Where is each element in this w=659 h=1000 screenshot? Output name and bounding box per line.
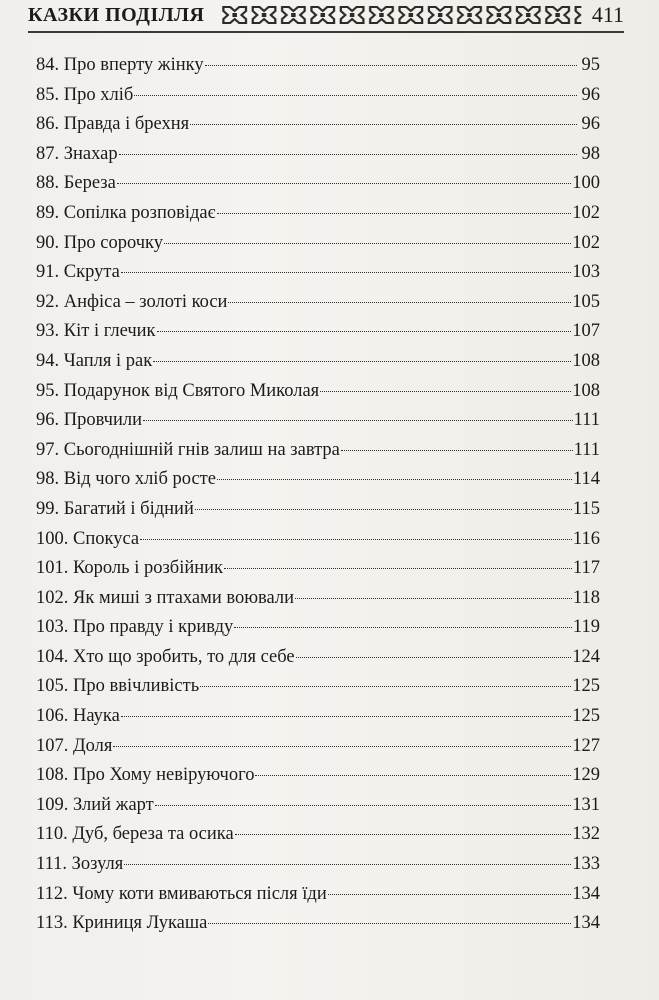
dot-leader: [164, 243, 571, 244]
toc-entry: [36, 110, 600, 140]
toc-entry-title: 108. Про Хому невіруючого: [36, 765, 255, 786]
toc-entry-page: 96: [581, 114, 600, 135]
dot-leader: [224, 568, 572, 569]
toc-entry: [36, 525, 600, 555]
toc-entry-page: 134: [572, 913, 600, 934]
toc-entry: [36, 732, 600, 762]
toc-entry-page: 117: [572, 558, 600, 579]
toc-entry: [36, 81, 600, 111]
toc-entry-page: 131: [572, 794, 600, 815]
toc-entry-title: 85. Про хліб: [36, 84, 134, 105]
toc-entry: [36, 613, 600, 643]
toc-entry: [36, 140, 600, 170]
toc-entry-page: 100: [572, 173, 600, 194]
dot-leader: [113, 746, 571, 747]
toc-entry-title: 86. Правда і брехня: [36, 114, 190, 135]
toc-entry-page: 95: [581, 55, 600, 75]
toc-entry: [36, 791, 600, 821]
toc-entry-title: 92. Анфіса – золоті коси: [36, 291, 228, 312]
toc-entry-page: 107: [572, 321, 600, 342]
book-title: КАЗКИ ПОДІЛЛЯ: [28, 3, 205, 26]
toc-entry: [36, 229, 600, 259]
toc-entry-title: 95. Подарунок від Святого Миколая: [36, 380, 320, 401]
dot-leader: [320, 391, 571, 392]
toc-entry-page: 111: [573, 410, 600, 431]
dot-leader: [190, 124, 577, 125]
toc-entry-page: 124: [572, 646, 600, 667]
toc-entry-title: 109. Злий жарт: [36, 794, 154, 815]
dot-leader: [200, 686, 571, 687]
dot-leader: [134, 95, 577, 96]
toc-entry-title: 107. Доля: [36, 735, 113, 756]
dot-leader: [119, 154, 577, 155]
toc-entry-title: 93. Кіт і глечик: [36, 321, 156, 342]
toc-entry-page: 118: [572, 587, 600, 608]
dot-leader: [121, 272, 571, 273]
toc-entry-page: 96: [581, 84, 600, 105]
toc-entry: [36, 288, 600, 318]
dot-leader: [235, 834, 572, 835]
toc-entry-title: 106. Наука: [36, 706, 120, 727]
toc-entry-title: 112. Чому коти вмиваються після їди: [36, 883, 327, 904]
toc-entry-page: 132: [572, 824, 600, 845]
toc-entry-title: 87. Знахар: [36, 143, 118, 164]
dot-leader: [208, 923, 571, 924]
running-header: [28, 0, 624, 30]
dot-leader: [228, 302, 571, 303]
toc-entry-page: 125: [572, 706, 600, 727]
toc-entry-page: 98: [581, 143, 600, 164]
dot-leader: [328, 894, 572, 895]
toc-entry: [36, 347, 600, 377]
toc-entry: [36, 672, 600, 702]
toc-entry: [36, 169, 600, 199]
toc-entry-title: 97. Сьогоднішній гнів залиш на завтра: [36, 439, 340, 460]
header-rule: [28, 31, 624, 33]
dot-leader: [217, 213, 572, 214]
toc-entry: [36, 436, 600, 466]
dot-leader: [117, 183, 571, 184]
toc-entry-title: 90. Про сорочку: [36, 232, 163, 253]
toc-entry-page: 134: [572, 883, 600, 904]
table-of-contents: [36, 51, 600, 939]
toc-entry-page: 116: [572, 528, 600, 549]
toc-entry-title: 110. Дуб, береза та осика: [36, 824, 234, 845]
toc-entry-page: 102: [572, 232, 600, 253]
toc-entry-page: 105: [572, 291, 600, 312]
toc-entry: [36, 406, 600, 436]
page-number: 411: [591, 2, 624, 27]
toc-entry: [36, 377, 600, 407]
toc-entry-page: 115: [572, 498, 600, 519]
toc-entry-title: 113. Криниця Лукаша: [36, 913, 208, 934]
toc-entry-page: 129: [572, 765, 600, 786]
toc-entry-page: 127: [572, 735, 600, 756]
toc-entry: [36, 465, 600, 495]
dot-leader: [195, 509, 572, 510]
toc-entry-title: 99. Багатий і бідний: [36, 498, 194, 519]
dot-leader: [255, 775, 571, 776]
dot-leader: [143, 420, 573, 421]
toc-entry: [36, 850, 600, 880]
toc-entry: [36, 761, 600, 791]
toc-entry: [36, 51, 600, 81]
dot-leader: [217, 479, 572, 480]
dot-leader: [205, 65, 577, 66]
dot-leader: [296, 657, 572, 658]
toc-entry-title: 104. Хто що зробить, то для себе: [36, 646, 295, 667]
toc-entry-title: 84. Про вперту жінку: [36, 55, 204, 75]
toc-entry: [36, 702, 600, 732]
toc-entry-page: 108: [572, 380, 600, 401]
toc-entry-page: 119: [572, 617, 600, 638]
toc-entry-title: 89. Сопілка розповідає: [36, 202, 216, 223]
toc-entry: [36, 880, 600, 910]
toc-entry-page: 103: [572, 262, 600, 283]
dot-leader: [157, 331, 572, 332]
toc-entry: [36, 643, 600, 673]
toc-entry-title: 98. Від чого хліб росте: [36, 469, 216, 490]
toc-entry-title: 100. Спокуса: [36, 528, 140, 549]
dot-leader: [155, 805, 571, 806]
toc-entry: [36, 820, 600, 850]
toc-entry-title: 91. Скрута: [36, 262, 120, 283]
toc-entry-page: 108: [572, 350, 600, 371]
toc-entry-title: 94. Чапля і рак: [36, 350, 153, 371]
toc-entry: [36, 554, 600, 584]
toc-entry-page: 111: [573, 439, 600, 460]
toc-entry-title: 88. Береза: [36, 173, 116, 194]
toc-entry-page: 102: [572, 202, 600, 223]
toc-entry: [36, 317, 600, 347]
dot-leader: [153, 361, 571, 362]
dot-leader: [234, 627, 572, 628]
toc-entry: [36, 199, 600, 229]
dot-leader: [121, 716, 571, 717]
toc-entry: [36, 584, 600, 614]
toc-entry-title: 105. Про ввічливість: [36, 676, 200, 697]
toc-entry-title: 111. Зозуля: [36, 854, 124, 875]
toc-entry: [36, 909, 600, 939]
dot-leader: [295, 598, 572, 599]
dot-leader: [124, 864, 571, 865]
toc-entry-title: 102. Як миші з птахами воювали: [36, 587, 295, 608]
toc-entry-page: 125: [572, 676, 600, 697]
dot-leader: [341, 450, 573, 451]
toc-entry-page: 133: [572, 854, 600, 875]
toc-entry-title: 96. Провчили: [36, 410, 142, 431]
cross-stitch-ornament-icon: [220, 3, 581, 27]
dot-leader: [140, 539, 572, 540]
toc-entry-page: 114: [572, 469, 600, 490]
toc-entry: [36, 495, 600, 525]
toc-entry-title: 103. Про правду і кривду: [36, 617, 234, 638]
toc-entry-title: 101. Король і розбійник: [36, 558, 224, 579]
toc-entry: [36, 258, 600, 288]
